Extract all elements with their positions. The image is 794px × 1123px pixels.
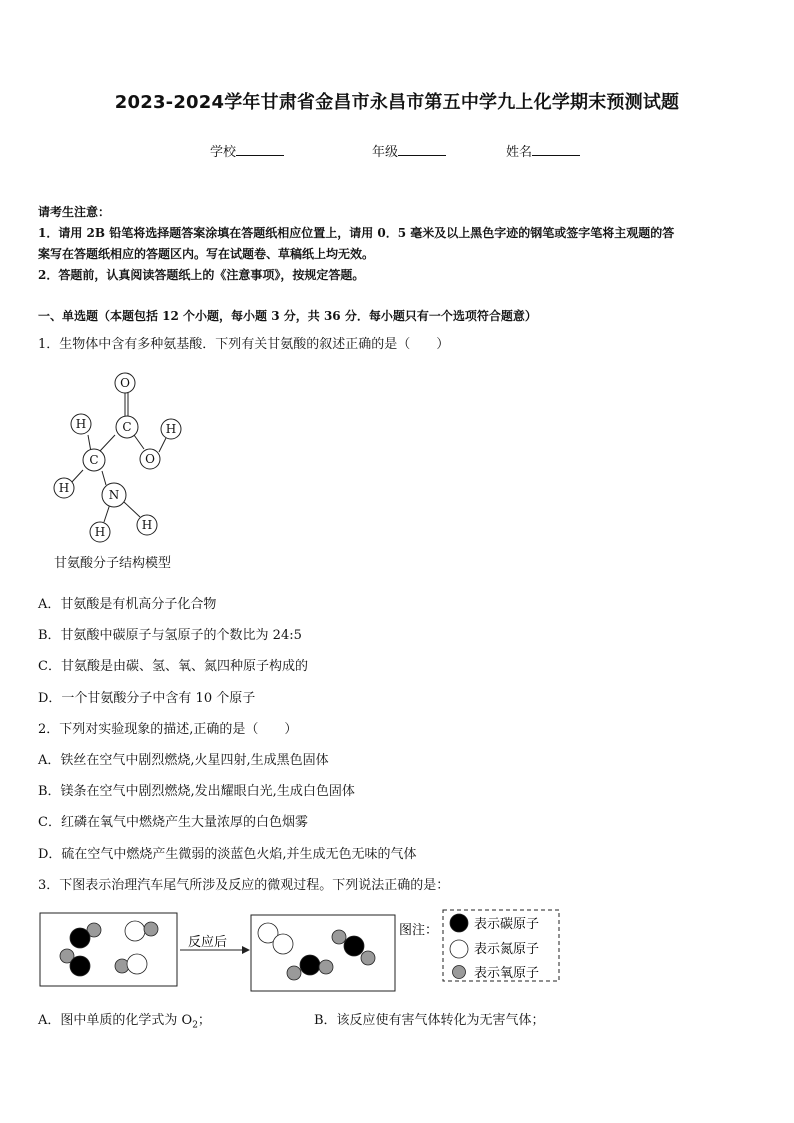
atom-label: C: [122, 420, 132, 434]
q1-option-b[interactable]: B．甘氨酸中碳原子与氢原子的个数比为 24:5: [38, 628, 302, 643]
q2-option-d[interactable]: D．硫在空气中燃烧产生微弱的淡蓝色火焰,并生成无色无味的气体: [38, 847, 417, 862]
legend-title: 图注：: [399, 923, 439, 938]
oxygen-atom: [144, 922, 158, 936]
atom-label: H: [141, 518, 153, 532]
q3-stem: 3．下图表示治理汽车尾气所涉及反应的微观过程。下列说法正确的是：: [38, 878, 450, 893]
notice-line-2: 2．答题前，认真阅读答题纸上的《注意事项》，按规定答题。: [38, 268, 365, 282]
name-blank[interactable]: [532, 142, 580, 156]
q3-option-a[interactable]: [38, 1009, 211, 1031]
q1-stem: 1．生物体中含有多种氨基酸．下列有关甘氨酸的叙述正确的是（ ）: [38, 337, 450, 352]
atom-label: N: [108, 488, 120, 502]
nitrogen-atom: [125, 921, 145, 941]
carbon-atom: [70, 928, 90, 948]
q3-option-a-subscript: 2: [192, 1020, 198, 1031]
atom-label: O: [120, 376, 130, 390]
q2-option-a[interactable]: A．铁丝在空气中剧烈燃烧,火星四射,生成黑色固体: [38, 753, 329, 768]
atom-label: H: [75, 417, 87, 431]
legend-nitrogen: 表示氮原子: [474, 942, 540, 957]
q3-option-a-end: ；: [197, 1013, 211, 1028]
atom-label: H: [58, 481, 70, 495]
grade-label: 年级: [372, 145, 399, 160]
oxygen-atom: [319, 960, 333, 974]
school-blank[interactable]: [236, 142, 284, 156]
atom-label: C: [89, 453, 99, 467]
before-box: [40, 913, 177, 986]
figure-caption: 甘氨酸分子结构模型: [54, 556, 172, 571]
carbon-legend-icon: [450, 914, 468, 932]
atom-label: O: [145, 452, 155, 466]
grade-blank[interactable]: [398, 142, 446, 156]
glycine-model-figure: [40, 368, 210, 550]
carbon-atom: [300, 955, 320, 975]
q2-option-c[interactable]: C．红磷在氧气中燃烧产生大量浓厚的白色烟雾: [38, 815, 308, 830]
oxygen-atom: [287, 966, 301, 980]
q2-option-b[interactable]: B．镁条在空气中剧烈燃烧,发出耀眼白光,生成白色固体: [38, 784, 355, 799]
q1-option-a[interactable]: A．甘氨酸是有机高分子化合物: [38, 597, 217, 612]
oxygen-legend-icon: [453, 966, 466, 979]
q3-option-b[interactable]: B．该反应使有害气体转化为无害气体；: [314, 1013, 545, 1028]
legend-carbon: 表示碳原子: [474, 917, 540, 932]
q1-option-c[interactable]: C．甘氨酸是由碳、氢、氧、氮四种原子构成的: [38, 659, 308, 674]
name-field[interactable]: [506, 141, 580, 160]
carbon-atom: [344, 936, 364, 956]
oxygen-atom: [332, 930, 346, 944]
legend-oxygen: 表示氧原子: [474, 966, 540, 981]
oxygen-atom: [361, 951, 375, 965]
q1-option-d[interactable]: D．一个甘氨酸分子中含有 10 个原子: [38, 691, 256, 706]
arrow-label: 反应后: [188, 935, 228, 950]
page-title: 2023-2024学年甘肃省金昌市永昌市第五中学九上化学期末预测试题: [114, 92, 680, 113]
atom-label: H: [94, 525, 106, 539]
arrow-head-icon: [242, 946, 250, 954]
reaction-diagram: [38, 906, 564, 992]
notice-line-1b: 案写在答题纸相应的答题区内。写在试题卷、草稿纸上均无效。: [38, 247, 375, 261]
grade-field[interactable]: [372, 141, 446, 160]
nitrogen-atom: [127, 954, 147, 974]
name-label: 姓名: [506, 145, 533, 160]
school-field[interactable]: [210, 141, 284, 160]
nitrogen-atom: [273, 934, 293, 954]
atom-label: H: [165, 422, 177, 436]
notice-heading: 请考生注意：: [38, 205, 111, 219]
q3-option-a-text: A．图中单质的化学式为 O: [38, 1013, 193, 1028]
section-heading: 一、单选题（本题包括 12 个小题，每小题 3 分，共 36 分．每小题只有一个选项符合题意）: [38, 309, 537, 323]
school-label: 学校: [210, 145, 237, 160]
q2-stem: 2．下列对实验现象的描述,正确的是（ ）: [38, 722, 298, 737]
notice-line-1a: 1．请用 2B 铅笔将选择题答案涂填在答题纸相应位置上，请用 0．5 毫米及以上黑色字迹的钢笔或签字笔将主观题的答: [38, 226, 675, 240]
nitrogen-legend-icon: [450, 940, 468, 958]
carbon-atom: [70, 956, 90, 976]
